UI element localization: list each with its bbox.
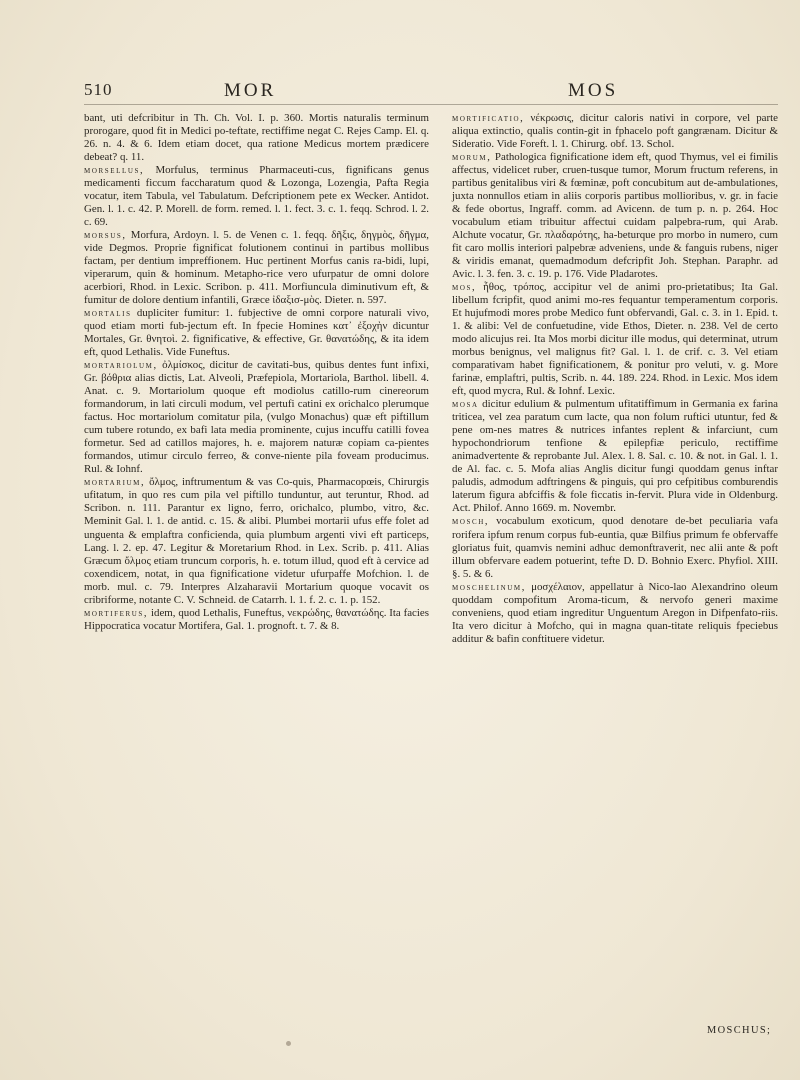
entry-headword: mortiferus, [84,607,149,619]
entry-text: ἦθος, τρόπος, accipitur vel de animi pro-prietatibus; Ita Gal. libellum fcripfit, quod animi mo-res fequantur temperamentum corporis. Et hujufmodi mores probe Medico funt obfervandi, Gal. c. 3. in 1. Epid. t. 1. & alibi: Vel de confuetudine, vide Ethos, Dieter. n. 238. Vel de certo modo alicujus rei. Ita Mos morbi dicitur ille modus, qui determinat, utrum morbus benignus, vel malignus fit? Gal. l. 1. de crif. c. 3. Vel etiam comparativam habet fignificationem, & ponitur pro veluti, v. g. More farinæ, emplaftri, pultis, Scrib. n. 44. 189. 224. Rhod. in Lexic. Mos idem eft, quod mycra, Rul. & Iohnf. Lexic. [452,281,778,398]
entry-text: ὀλμίσκος, dicitur de cavitati-bus, quibus dentes funt infixi, Gr. βόθρια alias dictis, Lat. Alveoli, Præfepiola, Mortariola, Barthol. libell. 4. Anat. c. 9. Mortariolum quoque eft modiolus catillo-rum cinereorum formandorum, in lati circuli modum, vel pertufi catini ex orichalco plerumque factus. Hoc mortariolum comitatur pila, (vulgo Monachus) quæ eft piftillum cum tubere rotundo, ex bafi lata media prominente, cujus incuffu catilli fovea formetur. Sed ad catillos majores, h. e. majorem naturæ copiam ca-pientes formandos, utimur circulo ferreo, & conve-niente pila foveam producimus. Rul. & Iohnf. [84,359,429,476]
entry-text: Morfura, Ardoyn. l. 5. de Venen c. 1. feqq. δῆξις, δηγμὸς, δῆγμα, vide Degmos. Proprie fignificat folutionem continui in partibus mollibus factam, per dentium impreffionem. Huc pertinent Morfus canis ra-bidi, lupi, viperarum, quin & hominum. Metapho-rice vero ufurpatur de omni dolore acerbiori, Rhod. in Lexic. Scribon. p. 411. Morfiuncula diminutivum eft, & fumitur de dolore dentium infantili, Græce ἰδαξισ-μὸς. Dieter. n. 597. [84,229,429,307]
entry-text: idem, quod Lethalis, Funeftus, νεκρώδης, θανατώδης. Ita facies Hippocratica vocatur Mortifera, Gal. 1. prognoft. t. 7. & 8. [84,606,429,632]
entry-headword: mortalis [84,308,132,320]
ink-spot [286,1041,291,1046]
entry-headword: morsellus, [84,165,145,177]
dictionary-entry [452,281,778,398]
running-header [84,80,778,104]
dictionary-entry [84,229,429,307]
catchword: MOSCHUS; [707,1025,772,1036]
dictionary-entry [84,164,429,229]
header-right-title: MOS [568,80,619,101]
dictionary-entry [452,398,778,515]
entry-headword: moschelinum, [452,581,526,593]
entry-text: vocabulum exoticum, quod denotare de-bet peculiaria vafa rorifera ipfum renum corpus fub-euntia, quæ Bilfius primum fe obfervaffe gloriatus fuit, quamvis nemini adhuc demonftraverit, nec alii ante & poft illum obfervare eadem potuerint, tefte D. D. Bohnio Exerc. Phyfiol. XIII. §. 5. & 6. [452,515,778,580]
dictionary-entry [84,607,429,633]
entry-headword: mortariolum, [84,360,158,372]
entry-headword: mos, [452,282,477,294]
entry-text: ὄλμος, inftrumentum & vas Co-quis, Pharmacopœis, Chirurgis ufitatum, in quo res cum pila vel piftillo tunduntur, aut teruntur, Rhod. ad Scribon. n. 111. Parantur ex ligno, ferro, orichalco, plumbo, vitro, &c. Meminit Gal. l. 1. de antid. c. 15. & alibi. Plumbei mortarii ufus effe folet ad unguenta & emplaftra conficienda, quia plumbum argenti vivi eft particeps, Lang. l. 2. ep. 47. Legitur & Moretarium Rhod. in Lex. Scrib. p. 411. Alias Græcum ὄλμος etiam truncum corporis, h. e. totum illud, quod eft à cervice ad coxendicem, notat, in qua fignificatione videtur ufurpaffe Mofchion. l. de morb. mul. c. 79. Interpres Alzaharavii Mortarium quoque vocavit os cribriforme, notante C. V. Schneid. de Catarrh. l. 1. f. 2. c. 1. p. 152. [84,476,429,606]
entry-headword: mosa [452,399,479,411]
entry-text: dupliciter fumitur: 1. fubjective de omni corpore naturali vivo, quod etiam morti fub-jectum eft. In fpecie Homines κατ᾽ ἐξοχὴν dicuntur Mortales, Gr. θνητοὶ. 2. fignificative, & effective, Gr. θανατώδης, & ita idem eft, quod Lethalis. Vide Funeftus. [84,307,430,359]
entry-headword: mortarium, [84,477,146,489]
entry-text: μοσχέλαιον, appellatur à Nico-lao Alexandrino oleum quoddam compofitum Aroma-ticum, & nervofo generi maxime conveniens, quod etiam ingreditur Unguentum Aregon in Difpenfato-riis. Ita vero dicitur à Mofcho, qui in magna quan-titate reliquis fpeciebus additur & bafin conftituere videtur. [452,580,778,645]
dictionary-entry [84,307,429,359]
entry-text: dicitur edulium & pulmentum ufitatiffimum in Germania ex farina triticea, vel zea paratum cum lacte, qua non folum ruftici utuntur, fed & pene om-nes matres & nutrices infantes replent & infarciunt, cum hypochondriorum tenfione & epilepfiæ periculo, rectiffime animadvertente & reprobante Jul. Alex. l. 8. Sal. c. 10. & not. in Gal. l. 1. de Al. fac. c. 5. Mofa alias Anglis dicitur fungi quoddam genus inftar paludis, admodum adftringens & pinguis, qui pro cefpitibus comburendis laterum figura abfciffis & fole ficcatis in-fervit. Plura vide in Oldenburg. Act. Philof. Anno 1669. m. Novembr. [452,398,778,515]
dictionary-entry [452,515,778,580]
header-left-title: MOR [224,80,277,101]
entry-text: Morfulus, terminus Pharmaceuti-cus, fignificans genus medicamenti ficcum faccharatum quod & Lozonga, Lozengia, Pafta Regia vocatur, item Tabula, vel Tabulatum. Defcriptionem pete ex Wecker. Antidot. Gen. l. 1. c. 42. P. Morell. de form. remed. l. 1. fect. 3. c. 1. feqq. Schrod. l. 2. c. 69. [84,164,429,229]
dictionary-entry [452,112,778,151]
dictionary-entry [84,112,429,164]
dictionary-entry [84,476,429,606]
entry-headword: mosch, [452,516,490,528]
entry-text: Pathologica fignificatione idem eft, quod Thymus, vel ei fimilis affectus, videlicet ruber, cruen-tusque tumor, Morum fructum referens, in partibus genitalibus viri & fœminæ, poft concubitum aut de-ambulationes, juxta nonnullos etiam in aliis corporis partibus mollioribus, v. gr. in facie & fede obortus, Ingraff. comm. ad Avicenn. de tum p. n. p. 264. Hoc vocabulum etiam tribuitur affectui cuidam palpebra-rum, qui Arab. Alchute vocatur, Gr. πλαδαρότης, ha-beturque pro morbo in numero, cum fit caro mollis interiori palpebræ adveniens, unde & fanguis rubens, niger & viridis emanat, quemadmodum defcripfit Joh. Stephan. Paraphr. ad Avic. l. 3. fen. 3. c. 19. p. 176. Vide Pladarotes. [452,151,778,281]
header-rule [84,104,778,105]
dictionary-entry [452,151,778,281]
entry-headword: morsus, [84,230,127,242]
entry-headword: morum, [452,152,492,164]
entry-headword: mortificatio, [452,113,525,124]
left-column [84,112,429,633]
entry-text: νέκρωσις, dicitur caloris nativi in corpore, vel parte aliqua extinctio, qualis contin-git in fphacelo poft gangrænam. Dicitur & Sideratio. Vide Foreft. l. 1. Chirurg. obf. 13. Schol. [452,112,778,151]
dictionary-entry [452,581,778,646]
right-column [452,112,778,646]
entry-text: bant, uti defcribitur in Th. Ch. Vol. I. p. 360. Mortis naturalis terminum prorogare, quod fit in Medici po-teftate, rectiffime negat C. Rejes Camp. El. q. 26. n. 4. & 6. Idem etiam docet, qua ratione Medicus mortem prædicere debeat? q. 11. [84,112,429,164]
page-number: 510 [84,80,113,99]
dictionary-entry [84,359,429,476]
